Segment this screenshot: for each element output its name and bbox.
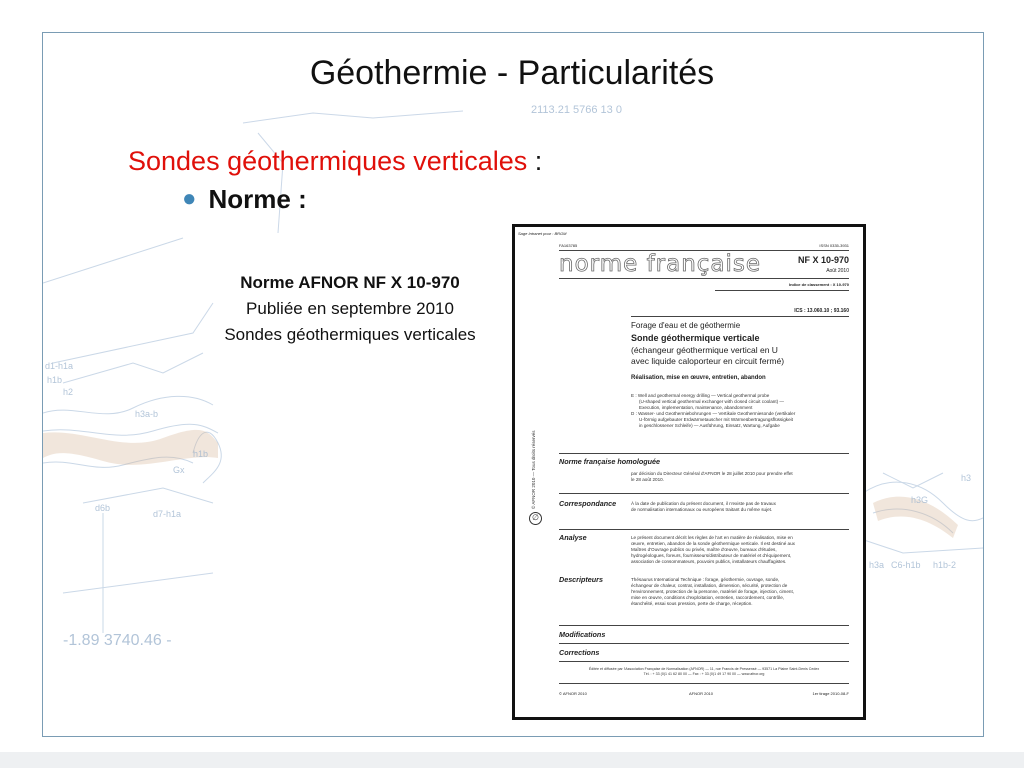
doc-bottom-center: AFNOR 2010 [689,691,714,696]
map-label: h3a [869,560,885,570]
map-label: d6b [95,503,111,513]
doc-issn: ISSN 0335-3931 [819,243,849,248]
doc-footer: Éditée et diffusée par l'Association Française de Normalisation (AFNOR) — 11, rue Francis de Pressensé — 93571 La Plaine Saint-Denis Cedex Tél. : + 33 (0)1 41 62 80 00 — Fax : + 33 (0)1 49 17 90 00 — www.afnor.org [588,667,820,676]
map-label: C6-h1b [891,560,921,570]
map-label: h2 [63,387,74,397]
bullet-dot-icon: ● [182,185,197,212]
doc-bottom-right: 1er tirage 2010-08-F [812,691,849,696]
doc-subtitle-1: (échangeur géothermique vertical en U [631,345,778,355]
doc-modifications-label: Modifications [559,630,606,639]
doc-bottom-left: © AFNOR 2010 [559,691,587,696]
doc-side-vertical-text: © AFNOR 2010 — Tous droits réservés [531,430,536,509]
doc-topic: Forage d'eau et de géothermie [631,321,741,330]
map-label: d1-h1a [45,361,74,371]
doc-correspondance-text: À la date de publication du présent document, il n'existe pas de travaux de normalisation internationaux ou européens traitant du même sujet. [631,501,776,512]
map-label: h3a-b [135,409,159,419]
slide-subtitle [128,146,542,177]
bullet-item-norme [182,184,307,215]
doc-descripteurs-text: Thésaurus International Technique : forage, géothermie, ouvrage, sonde, échangeur de chaleur, contrat, installation, dimension, sécurité, protection de l'environnement, protection de la personne, matériel de forage, injection, ciment, mise en œuvre, conditions d'exploitation, entretien, raccordement, contrôle, étanchéité, essai sous pression, perte de charge, réception. [631,577,795,606]
doc-analyse-label: Analyse [559,533,587,542]
doc-norm-number: NF X 10-970 [797,255,849,265]
doc-subtitle-2: avec liquide caloporteur en circuit fermé) [631,356,785,366]
map-label-coord-top: 2113.21 5766 13 0 [531,104,622,116]
doc-top-note: Sage Intranet pour : BRGM [518,231,567,236]
norm-description [190,270,510,348]
doc-correspondance-label: Correspondance [559,499,617,508]
doc-ref-code: FA163785 [559,243,578,248]
norm-cover-document [512,224,866,720]
doc-translations: E : Well and geothermal energy drilling — Vertical geothermal probe (U-shaped vertical geothermal exchanger with closed circuit coolant) — Execution, implementation, maintenance, abandonment D : Wasser- und Geothermiebohrungen — Vertikale Geothermiesonde (vertikaler U-förmig aufgebauter Erdwärmetauscher mit Wärmeübertragungsflüssigkeit in geschlossener Schleife) — Ausführung, Einsatz, Wartung, Aufgabe [631,393,796,428]
bullet-label: Norme : [208,184,307,214]
subtitle-colon: : [527,146,543,176]
norm-name: Norme AFNOR NF X 10-970 [240,273,460,292]
subtitle-highlight: Sondes géothermiques verticales [128,146,528,176]
map-label: h1b [47,375,63,385]
doc-analyse-text: Le présent document décrit les règles de l'art en matière de réalisation, mise en œuvre, entretien, abandon de la sonde géothermique verticale. Il est destiné aux Maîtres d'Ouvrage publics ou privés, maître d'œuvre, bureaux d'études, hydrogéologues, foreurs, fournisseurs/distributeur de matériel et d'équipement, association de consommateurs, pouvoirs publics, installateurs chauffagistes. [631,535,795,564]
map-label: h1b [193,449,209,459]
doc-descripteurs-label: Descripteurs [559,575,603,584]
doc-classification: Indice de classement : X 10-970 [788,282,849,287]
doc-main-title: Sonde géothermique verticale [631,333,760,343]
doc-homologuee-text: par décision du Directeur Général d'AFNOR le 28 juillet 2010 pour prendre effet le 28 août 2010. [631,471,793,482]
map-label: h3 [961,473,972,483]
map-label: Gx [173,465,185,475]
norme-francaise-logo: norme française [559,251,762,277]
doc-phases: Réalisation, mise en œuvre, entretien, abandon [631,375,766,381]
map-label: h1b-2 [933,560,957,570]
norm-subject: Sondes géothermiques verticales [224,325,476,344]
doc-corrections-label: Corrections [559,648,600,657]
norm-publication-date: Publiée en septembre 2010 [246,299,454,318]
bottom-strip [0,752,1024,768]
map-label-coord-bottom: -1.89 3740.46 - [63,632,172,649]
doc-homologuee-label: Norme française homologuée [559,457,661,466]
slide-title: Géothermie - Particularités [309,54,715,92]
map-label: d7-h1a [153,509,182,519]
map-label: h3G [911,495,929,505]
doc-ics: ICS : 13.060.10 ; 93.160 [794,308,849,314]
afnor-seal-icon: ∅ [529,512,542,525]
doc-norm-date: Août 2010 [826,268,849,274]
